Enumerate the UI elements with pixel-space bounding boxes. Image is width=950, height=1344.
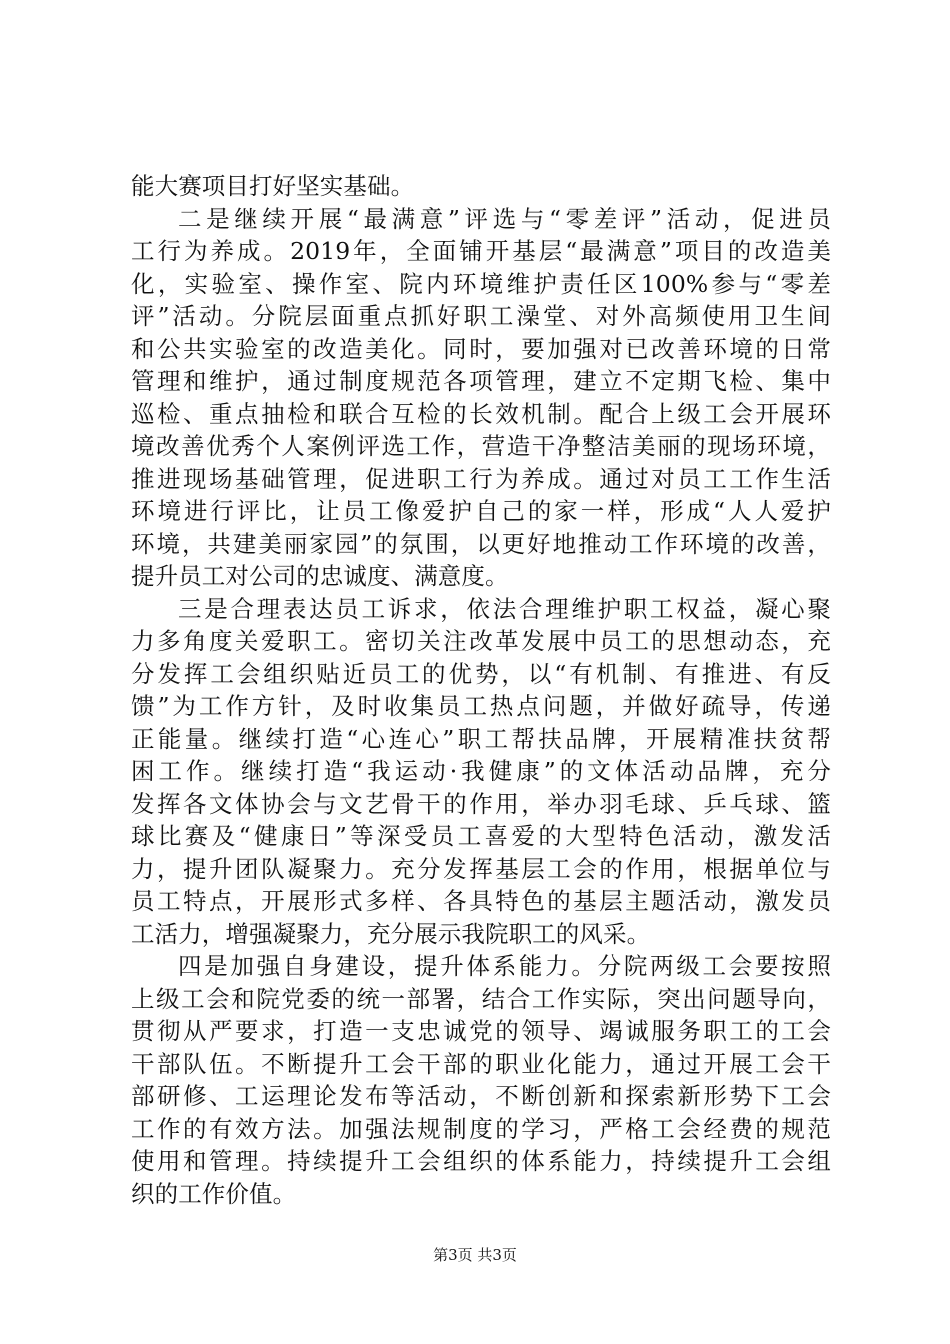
text-line: 员工特点，开展形式多样、各具特色的基层主题活动，激发员 <box>131 887 831 915</box>
text-line: 分发挥工会组织贴近员工的优势，以“有机制、有推进、有反 <box>131 659 831 688</box>
text-line: 正能量。继续打造“心连心”职工帮扶品牌，开展精准扶贫帮 <box>131 724 831 753</box>
text-line: 力多角度关爱职工。密切关注改革发展中员工的思想动态，充 <box>131 627 831 655</box>
text-line: 发挥各文体协会与文艺骨干的作用，举办羽毛球、乒乓球、篮 <box>131 789 831 818</box>
text-line: 二是继续开展“最满意”评选与“零差评”活动，促进员 <box>178 204 831 233</box>
text-line: 提升员工对公司的忠诚度、满意度。 <box>131 562 509 590</box>
text-line: 管理和维护，通过制度规范各项管理，建立不定期飞检、集中 <box>131 367 831 395</box>
page-footer: 第3页 共3页 <box>433 1246 517 1264</box>
text-line: 织的工作价值。 <box>131 1179 297 1208</box>
text-line: 环境进行评比，让员工像爱护自己的家一样，形成“人人爱护 <box>131 497 831 525</box>
text-line: 力，提升团队凝聚力。充分发挥基层工会的作用，根据单位与 <box>131 854 831 883</box>
text-line: 干部队伍。不断提升工会干部的职业化能力，通过开展工会干 <box>131 1049 831 1078</box>
text-line: 工活力，增强凝聚力，充分展示我院职工的风采。 <box>131 919 651 948</box>
text-line: 和公共实验室的改造美化。同时，要加强对已改善环境的日常 <box>131 334 831 363</box>
text-line: 工行为养成。2019年，全面铺开基层“最满意”项目的改造美 <box>131 237 831 265</box>
text-line: 部研修、工运理论发布等活动，不断创新和探索新形势下工会 <box>131 1082 831 1110</box>
text-line: 推进现场基础管理，促进职工行为养成。通过对员工工作生活 <box>131 464 831 493</box>
text-line: 评”活动。分院层面重点抓好职工澡堂、对外高频使用卫生间 <box>131 302 831 330</box>
text-line: 四是加强自身建设，提升体系能力。分院两级工会要按照 <box>178 952 831 980</box>
text-line: 境改善优秀个人案例评选工作，营造干净整洁美丽的现场环境， <box>131 432 831 460</box>
text-line: 使用和管理。持续提升工会组织的体系能力，持续提升工会组 <box>131 1147 831 1175</box>
text-line: 三是合理表达员工诉求，依法合理维护职工权益，凝心聚 <box>178 594 831 623</box>
text-line: 困工作。继续打造“我运动·我健康”的文体活动品牌，充分 <box>131 757 831 785</box>
text-line: 化，实验室、操作室、院内环境维护责任区100%参与“零差 <box>131 269 831 298</box>
text-line: 能大赛项目打好坚实基础。 <box>131 172 415 200</box>
text-line: 馈”为工作方针，及时收集员工热点问题，并做好疏导，传递 <box>131 692 831 720</box>
document-body <box>131 170 831 1210</box>
text-line: 工作的有效方法。加强法规制度的学习，严格工会经费的规范 <box>131 1114 831 1143</box>
text-line: 球比赛及“健康日”等深受员工喜爱的大型特色活动，激发活 <box>131 822 831 850</box>
text-line: 环境，共建美丽家园”的氛围，以更好地推动工作环境的改善， <box>131 529 831 558</box>
text-line: 巡检、重点抽检和联合互检的长效机制。配合上级工会开展环 <box>131 399 831 428</box>
text-line: 贯彻从严要求，打造一支忠诚党的领导、竭诚服务职工的工会 <box>131 1017 831 1045</box>
text-line: 上级工会和院党委的统一部署，结合工作实际，突出问题导向， <box>131 984 831 1013</box>
